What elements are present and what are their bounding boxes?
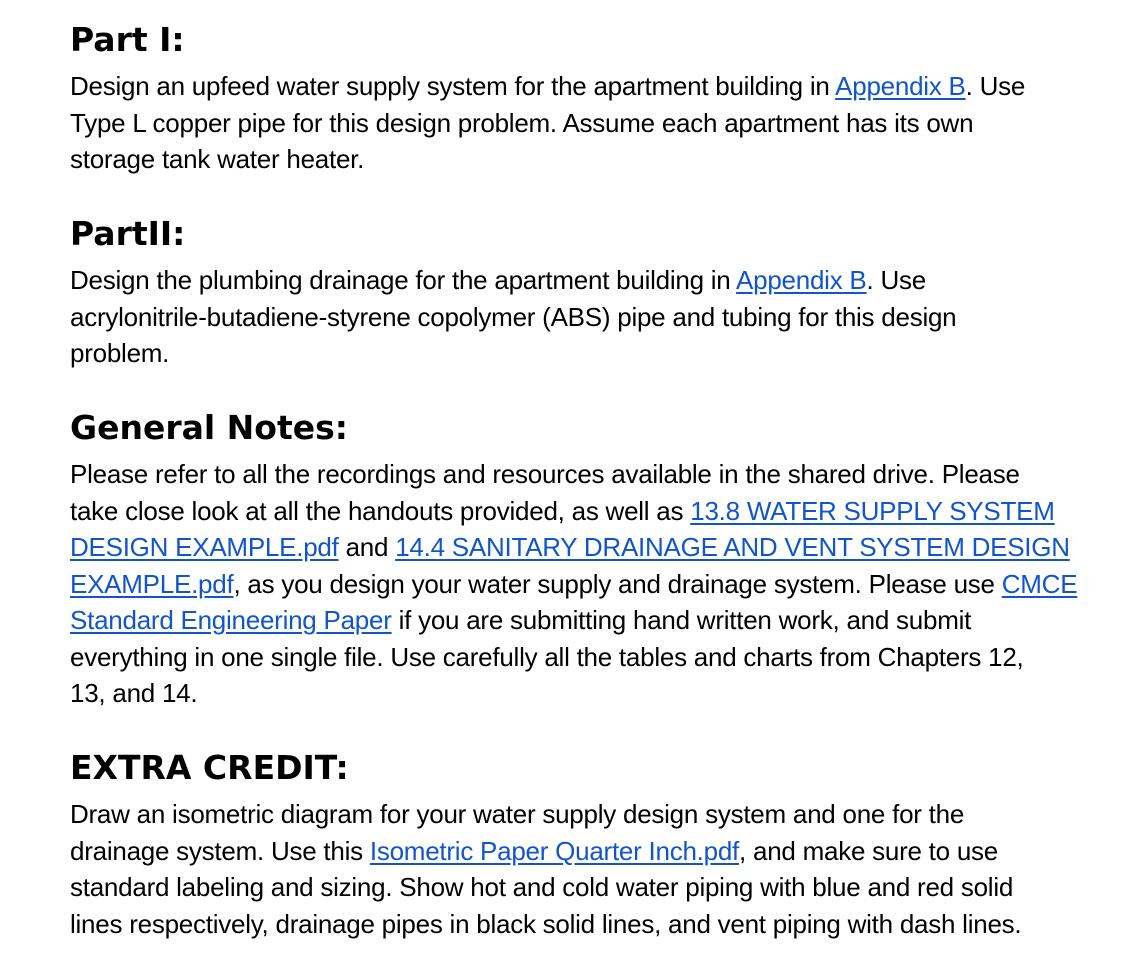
- general-notes-heading: General Notes:: [70, 408, 348, 447]
- appendix-b-link[interactable]: Appendix B: [835, 71, 966, 101]
- cmce-paper-link[interactable]: CMCE: [1001, 568, 1078, 599]
- cmce-paper-link-cont[interactable]: Standard Engineering Paper: [70, 605, 392, 635]
- part-2-heading: PartII:: [70, 214, 186, 253]
- appendix-b-link[interactable]: Appendix B: [736, 265, 867, 295]
- part-1-section: [70, 20, 1110, 178]
- extra-credit-section: [70, 748, 1110, 942]
- general-notes-section: [70, 408, 1110, 712]
- water-supply-example-link[interactable]: 13.8 WATER SUPPLY SYSTEM: [690, 495, 1055, 526]
- general-notes-text: Please refer to all the recordings and resources available in the shared drive. Please take close look at all the handouts provided, as well as 13.8 WATER SUPPLY SYSTEM DESIGN EXAMPLE.pdf and 14.4 SANITARY DRAINAGE AND VENT SYSTEM DESIGN EXAMPLE.pdf, as you design your water supply and drainage system. Please use CMCE Standard Engineering Paper if you are submitting hand written work, and submit everything in one single file. Use carefully all the tables and charts from Chapters 12, 13, and 14.: [70, 459, 1078, 708]
- part-1-text: Design an upfeed water supply system for the apartment building in Appendix B. Use Type L copper pipe for this design problem. Assume each apartment has its own storage tank water heater.: [70, 71, 1026, 174]
- part-2-text: Design the plumbing drainage for the apartment building in Appendix B. Use acrylonitrile-butadiene-styrene copolymer (ABS) pipe and tubing for this design problem.: [70, 265, 957, 368]
- isometric-paper-link[interactable]: Isometric Paper Quarter Inch.pdf: [369, 835, 740, 866]
- part-2-section: [70, 214, 1110, 372]
- part-1-heading: Part I:: [70, 20, 185, 59]
- sanitary-drainage-example-link-cont[interactable]: EXAMPLE.pdf: [70, 568, 234, 599]
- water-supply-example-link-cont[interactable]: DESIGN EXAMPLE.pdf: [70, 532, 339, 562]
- extra-credit-heading: EXTRA CREDIT:: [70, 748, 349, 787]
- sanitary-drainage-example-link[interactable]: 14.4 SANITARY DRAINAGE AND VENT SYSTEM DESIGN: [395, 532, 1070, 562]
- extra-credit-text: Draw an isometric diagram for your water supply design system and one for the drainage system. Use this Isometric Paper Quarter Inch.pdf, and make sure to use standard labeling and sizing. Show hot and cold water piping with blue and red solid lines respectively, drainage pipes in black solid lines, and vent piping with dash lines.: [70, 799, 1022, 939]
